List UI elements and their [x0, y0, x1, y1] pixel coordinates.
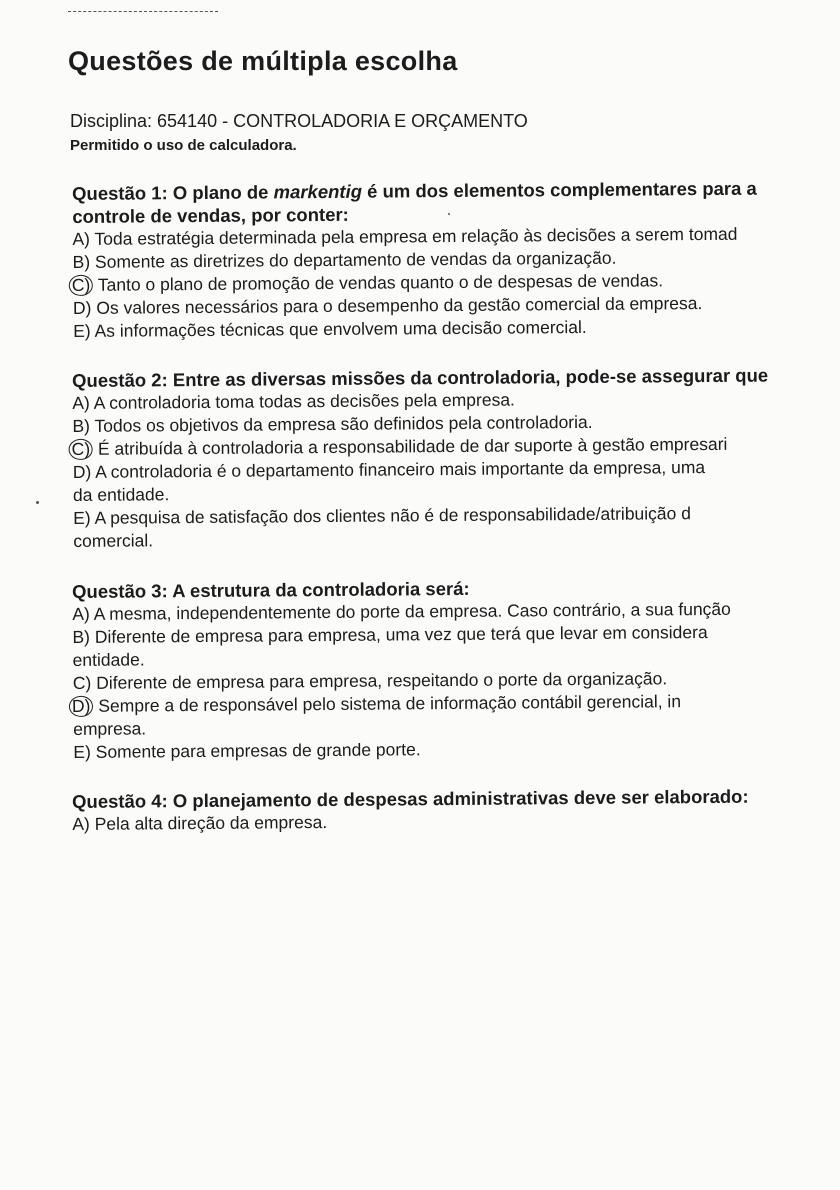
question-2 [72, 363, 840, 553]
question-1 [72, 176, 840, 343]
option-text: A controladoria toma todas as decisões pela empresa. [93, 389, 515, 413]
page-title: Questões de múltipla escolha [68, 46, 458, 76]
question-1-heading-line2: controle de vendas, por conter: [72, 203, 349, 227]
question-text: Entre as diversas missões da controladoria, pode-se assegurar que [172, 364, 769, 391]
answer-circle: C) [69, 275, 94, 296]
option-text: Os valores necessários para o desempenho da gestão comercial da empresa. [96, 293, 703, 318]
question-text: A estrutura da controladoria será: [172, 577, 470, 602]
question-text-before: O plano de [172, 181, 269, 204]
answer-circle: D) [69, 696, 94, 717]
option-a [72, 807, 840, 836]
option-text: Somente as diretrizes do departamento de vendas da organização. [94, 247, 617, 272]
option-text: Tanto o plano de promoção de vendas quanto o de despesas de vendas. [97, 270, 664, 295]
option-e [73, 501, 840, 553]
option-letter: C) [72, 672, 92, 693]
option-letter: B) [72, 251, 91, 272]
option-letter: B) [72, 626, 91, 647]
option-letter: B) [72, 415, 91, 436]
option-d [73, 455, 840, 507]
option-letter: A) [72, 228, 91, 249]
question-3 [72, 574, 840, 764]
answer-circle: C) [69, 439, 94, 460]
page-top-rule [68, 11, 218, 12]
option-b [72, 620, 840, 672]
option-text: Todos os objetivos da empresa são definidos pela controladoria. [94, 411, 593, 436]
question-4 [72, 784, 840, 836]
option-continuation: comercial. [73, 530, 154, 551]
question-label: Questão 1: [72, 182, 168, 204]
option-text: Toda estratégia determinada pela empresa em relação às decisões a serem tomad [94, 223, 738, 249]
option-text: Somente para empresas de grande porte. [95, 739, 421, 762]
question-text-italic: markentig [273, 180, 363, 203]
option-continuation: empresa. [73, 718, 147, 739]
option-continuation: da entidade. [72, 484, 170, 505]
option-letter: D) [72, 297, 92, 318]
option-letter: E) [73, 741, 91, 762]
question-label: Questão 2: [72, 369, 168, 391]
option-continuation: entidade. [72, 649, 145, 670]
option-letter: D) [72, 461, 92, 482]
option-letter: A) [72, 392, 90, 413]
option-letter: E) [73, 320, 91, 341]
discipline-line: Disciplina: 654140 - CONTROLADORIA E ORÇAMENTO [70, 111, 528, 131]
option-text: Sempre a de responsável pelo sistema de informação contábil gerencial, in [98, 691, 682, 716]
option-text: A controladoria é o departamento financeiro mais importante da empresa, uma [95, 457, 706, 482]
calculator-note: Permitido o uso de calculadora. [70, 137, 297, 154]
option-text: Pela alta direção da empresa. [94, 811, 328, 834]
option-text: Diferente de empresa para empresa, respeitando o porte da organização. [96, 668, 668, 693]
question-text: O planejamento de despesas administrativas deve ser elaborado: [172, 785, 749, 812]
option-letter: A) [72, 603, 90, 624]
question-text-after: é um dos elementos complementares para a [367, 177, 757, 202]
option-text: A mesma, independentemente do porte da empresa. Caso contrário, a sua função [93, 598, 731, 624]
option-e [73, 735, 840, 764]
option-text: Diferente de empresa para empresa, uma vez que terá que levar em considera [94, 622, 708, 647]
scan-speck [448, 213, 450, 215]
option-letter: A) [72, 813, 90, 834]
question-label: Questão 3: [72, 580, 168, 602]
option-letter: E) [73, 507, 91, 528]
option-text: É atribuída à controladoria a responsabilidade de dar suporte à gestão empresari [97, 433, 728, 459]
scan-speck [36, 501, 39, 504]
option-text: A pesquisa de satisfação dos clientes não é de responsabilidade/atribuição d [94, 503, 692, 528]
question-label: Questão 4: [72, 790, 168, 812]
option-e [73, 314, 840, 343]
option-text: As informações técnicas que envolvem uma decisão comercial. [94, 316, 587, 341]
option-d-circled [73, 689, 840, 741]
